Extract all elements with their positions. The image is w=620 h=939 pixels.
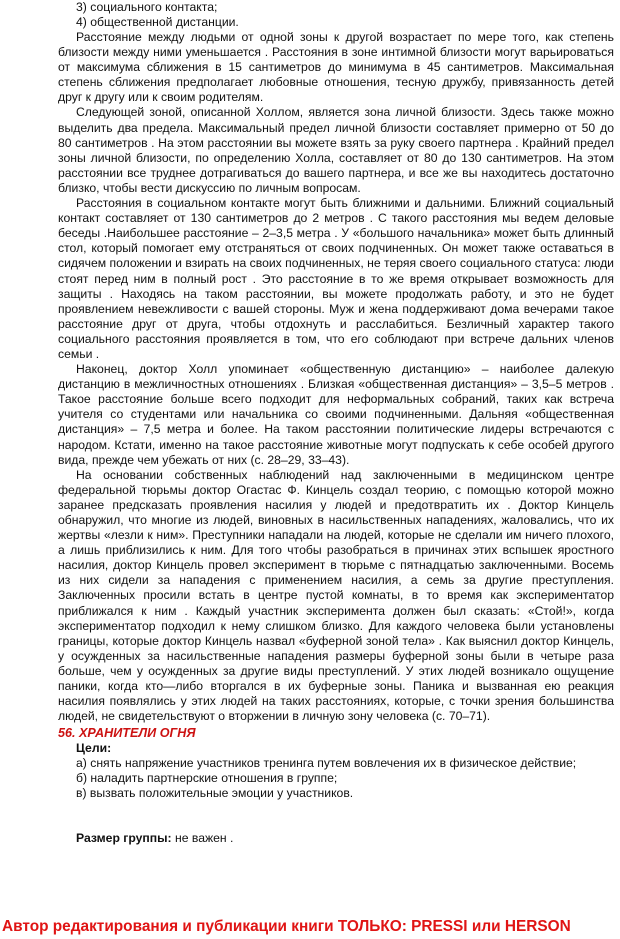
goal-item: б) наладить партнерские отношения в группе;: [76, 771, 338, 786]
paragraph-public-distance: Наконец, доктор Холл упоминает «общественную дистанцию» – наиболее далекую дистанцию в межличностных отношениях . Близкая «общественная дистанция» – 3,5–5 метров . Такое расстояние больше всего подходит для неформальных собраний, таких как встреча учителя со студентами или начальника со своими подчиненными. Дальняя «общественная дистанция» – 7,5 метра и более. На таком расстоянии политические лидеры встречаются с народом. Кстати, именно на такое расстояние животные могут подпускать к себе особей другого вида, прежде чем убежать от них (с. 28–29, 33–43).: [58, 362, 614, 467]
goals-label: Цели:: [76, 741, 112, 756]
list-item: 4) общественной дистанции.: [76, 15, 239, 29]
paragraph-kinzel-experiment: На основании собственных наблюдений над заключенными в медицинском центре федеральной тюрьмы доктор Огастас Ф. Кинцель создал теорию, с помощью которой можно заранее предсказать проявления насилия у людей и предотвратить их . Доктор Кинцель обнаружил, что многие из людей, виновных в насильственных нападениях, жаловались, что их жертвы «лезли к ним». Преступники нападали на людей, которые не сделали им ничего плохого, а лишь приблизились к ним. Для того чтобы разобраться в причинах этих вспышек яростного насилия, доктор Кинцель провел эксперимент в тюрьме с пятнадцатью заключенными. Восемь из них сидели за нападения с применением насилия, а семь за другие преступления. Заключенных просили встать в центре пустой комнаты, в то время как экспериментатор приближался к ним . Каждый участник эксперимента должен был сказать: «Стой!», когда экспериментатор подходил к нему слишком близко. Для каждого человека были установлены границы, которые доктор Кинцель назвал «буферной зоной тела» . Как выяснил доктор Кинцель, у осужденных за насильственные нападения размеры буферной зоны были в четыре раза больше, чем у осужденных за другие виды преступлений. У этих людей возникало ощущение паники, когда кто—либо вторгался в их буферные зоны. Паника и вызванная ею реакция насилия появлялись у этих людей на таких расстояниях, которые, с точки зрения большинства людей, не свидетельствуют о вторжении в личную зону человека (с. 70–71).: [58, 467, 614, 724]
paragraph-personal-zone: Следующей зоной, описанной Холлом, является зона личной близости. Здесь также можно выделить два предела. Максимальный предел личной близости составляет примерно от 50 до 80 сантиметров . На этом расстоянии вы можете взять за руку своего партнера . Крайний предел зоны личной близости, по определению Холла, составляет от 80 до 130 сантиметров. На этом расстоянии все труднее дотрагиваться до вашего партнера, и все же вы находитесь достаточно близко, чтобы вести дискуссию по личным вопросам.: [58, 105, 614, 195]
page-content: [58, 0, 614, 801]
goal-item: в) вызвать положительные эмоции у участников.: [76, 786, 354, 801]
paragraph-social-zone: Расстояния в социальном контакте могут быть ближними и дальними. Ближний социальный контакт составляет от 130 сантиметров до 2 метров . С такого расстояния мы ведем деловые беседы .Наибольшее расстояние – 2–3,5 метра . У «большого начальника» может быть длинный стол, который помогает ему отстраняться от своих подчиненных. Он может также оставаться в сидячем положении и взирать на своих подчиненных, не теряя своего социального статуса: люди стоят перед ним в полный рост . Это расстояние в то же время открывает возможность для защиты . Находясь на таком расстоянии, вы можете продолжать работу, и это не будет проявлением невежливости с вашей стороны. Муж и жена поддерживают дома вечерами такое расстояние друг от друга, чтобы отдохнуть и расслабиться. Безличный характер такого социального расстояния проявляется в том, что его соблюдают при встрече дальних членов семьи .: [58, 196, 614, 361]
group-size-value: не важен .: [171, 831, 234, 845]
group-size-line: [76, 831, 233, 846]
list-item: 3) социального контакта;: [76, 0, 218, 14]
goal-item: а) снять напряжение участников тренинга путем вовлечения их в физическое действие;: [76, 756, 577, 771]
paragraph-intimate-zone: Расстояние между людьми от одной зоны к другой возрастает по мере того, как степень близости между ними уменьшается . Расстояния в зоне интимной близости могут варьироваться от максимума сближения в 15 сантиметров до минимума в 45 сантиметров. Максимальная степень сближения предполагает любовные отношения, тесную дружбу, привязанность детей друг к другу или к своим родителям.: [58, 30, 614, 105]
group-size-label: Размер группы:: [76, 831, 172, 845]
section-title: 56. ХРАНИТЕЛИ ОГНЯ: [58, 726, 196, 741]
footer-banner: Автор редактирования и публикации книги ТОЛЬКО: PRESSI или HERSON: [2, 918, 571, 935]
